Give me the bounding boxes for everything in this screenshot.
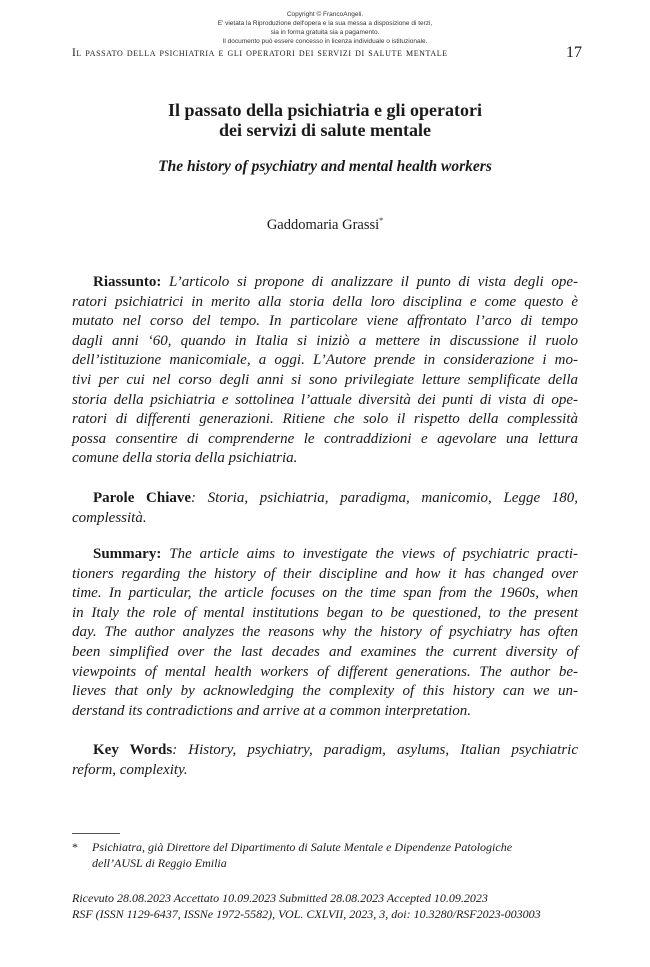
keyword-line: : History, psychiatry, paradigm, asylums, Italian psychiatric	[172, 742, 578, 758]
running-head	[72, 45, 582, 65]
author-name: Gaddomaria Grassi	[266, 217, 380, 233]
author-footnote-mark: *	[379, 216, 384, 225]
abstract-line: ratori psichiatrici in merito alla storia della loro disciplina e come questo è	[72, 293, 578, 310]
publication-citation: RSF (ISSN 1129-6437, ISSNe 1972-5582), VOL. CXLVII, 2023, 3, doi: 10.3280/RSF2023-003003	[72, 907, 541, 921]
summary-line: been simplified over the last decades and examines the current diversity of	[72, 643, 578, 660]
abstract-line: dagli anni ‘60, quando in Italia si iniziò a mettere in discussione il ruolo	[72, 332, 578, 349]
copyright-line: Copyright © FrancoAngeli.	[286, 11, 364, 18]
key-words	[72, 741, 578, 780]
article-subtitle: The history of psychiatry and mental health workers	[158, 158, 492, 175]
keyword-line: reform, complexity.	[72, 761, 188, 778]
parole-chiave	[72, 489, 578, 528]
footnote-divider	[72, 833, 120, 834]
author-line	[72, 216, 578, 234]
abstract-line: possa consentire di comprenderne le contraddizioni e agevolare una lettura	[72, 430, 578, 447]
keyword-line: : Storia, psichiatria, paradigma, manicomio, Legge 180,	[191, 490, 579, 506]
footnote-mark: *	[72, 840, 78, 854]
author-footnote	[72, 840, 578, 871]
copyright-line: E' vietata la Riproduzione dell'opera e la sua messa a disposizione di terzi,	[217, 20, 433, 27]
abstract-line: tivi per cui nel corso degli anni si sono privilegiate letture semplificate della	[72, 371, 578, 388]
parole-chiave-label: Parole Chiave	[93, 490, 192, 506]
summary-abstract	[72, 545, 578, 721]
running-title: Il passato della psichiatria e gli operatori dei servizi di salute mentale	[72, 47, 448, 59]
footnote-line: dell’AUSL di Reggio Emilia	[92, 855, 227, 870]
copyright-notice	[0, 10, 650, 46]
article-title	[72, 100, 578, 140]
summary-line: The article aims to investigate the views of psychiatric practi-	[161, 546, 578, 562]
key-words-label: Key Words	[93, 742, 173, 758]
copyright-line: sia in forma gratuita sia a pagamento.	[270, 29, 380, 36]
abstract-line: comune della storia della psichiatria.	[72, 450, 298, 467]
page-number: 17	[566, 44, 582, 61]
abstract-line: L’articolo si propone di analizzare il punto di vista degli ope-	[161, 274, 578, 290]
summary-line: time. In particular, the article focuses on the time span from the 1960s, when	[72, 585, 578, 602]
abstract-line: mutato nel corso del tempo. In particolare viene affrontato l’arco di tempo	[72, 313, 578, 330]
summary-line: lieves that only by acknowledging the complexity of this history can we un-	[72, 683, 578, 700]
summary-line: derstand its contradictions and arrive at a common interpretation.	[72, 702, 472, 719]
publication-info	[72, 890, 578, 922]
title-line: Il passato della psichiatria e gli operatori	[168, 100, 482, 120]
abstract-line: storia della psichiatria e sottolinea l’attuale diversità dei punti di vista di ope-	[72, 391, 578, 408]
summary-line: day. The author analyzes the reasons why the history of psychiatry has often	[72, 624, 578, 641]
summary-line: in Italy the role of mental institutions began to be questioned, to the present	[72, 604, 578, 621]
summary-label: Summary:	[93, 546, 162, 562]
footnote-line: Psichiatra, già Direttore del Dipartimento di Salute Mentale e Dipendenze Patologiche	[92, 840, 513, 854]
riassunto-abstract	[72, 273, 578, 469]
abstract-line: dell’istituzione manicomiale, a oggi. L’Autore prende in considerazione i mo-	[72, 352, 578, 369]
copyright-line: Il documento può essere concesso in licenza individuale o istituzionale.	[222, 38, 428, 45]
keyword-line: complessità.	[72, 509, 147, 526]
abstract-line: ratori di differenti generazioni. Ritiene che solo il rispetto della complessità	[72, 411, 578, 428]
publication-dates: Ricevuto 28.08.2023 Accettato 10.09.2023 Submitted 28.08.2023 Accepted 10.09.2023	[72, 891, 488, 905]
summary-line: viewpoints of mental health workers of different generations. The author be-	[72, 663, 578, 680]
summary-line: tioners regarding the history of their discipline and how it has changed over	[72, 565, 578, 582]
title-line: dei servizi di salute mentale	[219, 120, 431, 140]
riassunto-label: Riassunto:	[93, 274, 162, 290]
